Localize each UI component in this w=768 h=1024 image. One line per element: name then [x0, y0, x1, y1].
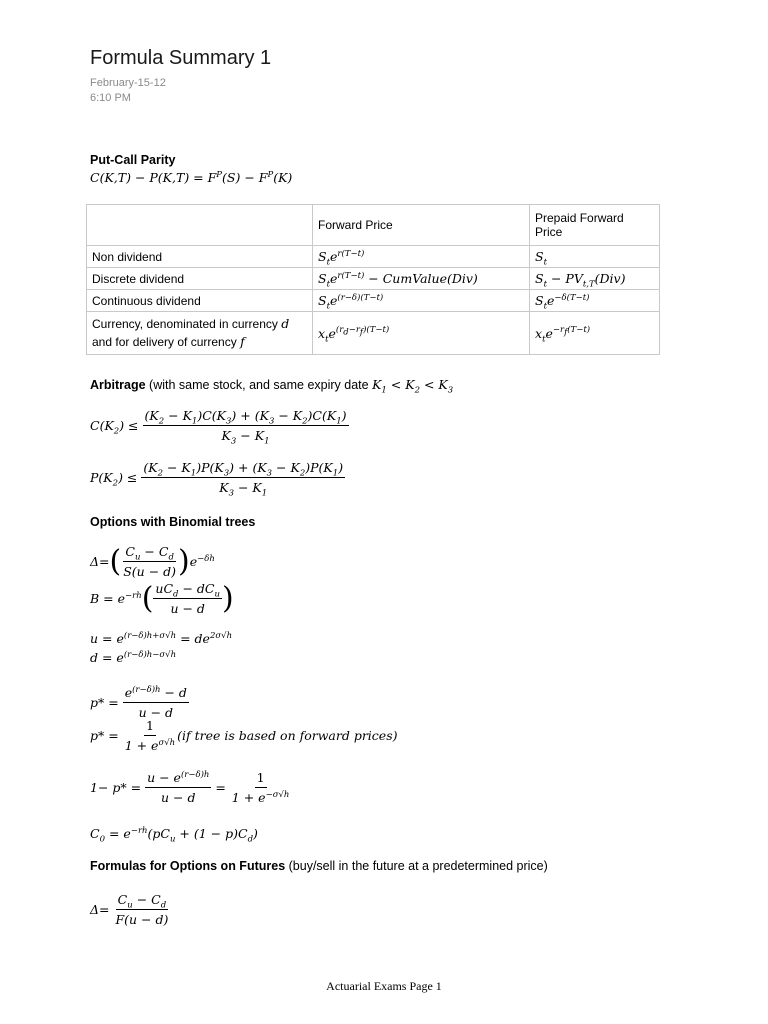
futures-heading: Formulas for Options on Futures (buy/sell in the future at a predetermined price)	[90, 859, 548, 873]
prepaid-currency: $x_te^{-r_f(T-t)}$	[530, 312, 660, 355]
row-currency: Currency, denominated in currency d and for delivery of currency f	[87, 312, 313, 355]
forward-tree-prob-formula: p* = $\frac{1}{1 + e^{\sigma√h}}$ (if tree is based on forward prices)	[90, 718, 398, 753]
bond-formula: $B = e^{-rh}$ ( $\frac{uC_d - dC_u}{u - d}$ )	[90, 581, 234, 616]
prepaid-discrete-dividend: $S_t - PV_{t,T}(Div)$	[530, 268, 660, 290]
prepaid-continuous-dividend: $S_te^{-\delta(T-t)}$	[530, 290, 660, 312]
option-price-formula: $C_0 = e^{-rh}(pC_u + (1 - p)C_d)$	[90, 825, 258, 845]
forward-discrete-dividend: $S_te^{r(T-t)}$ − CumValue(Div)	[313, 268, 530, 290]
forward-non-dividend: $S_te^{r(T-t)}$	[313, 246, 530, 268]
forward-continuous-dividend: $S_te^{(r-\delta)(T-t)}$	[313, 290, 530, 312]
col-forward-price: Forward Price	[313, 205, 530, 246]
time-stamp: 6:10 PM	[90, 92, 131, 104]
col-prepaid-forward-price: Prepaid Forward Price	[530, 205, 660, 246]
forward-price-table	[86, 204, 660, 355]
put-call-formula: $C(K,T) - P(K,T) = F^P(S) - F^P(K)$	[90, 169, 293, 185]
page-footer: Actuarial Exams Page 1	[326, 979, 442, 993]
complement-prob-formula: 1− p* = $\frac{u - e^{(r-\delta)h}}{u - d}$ = $\frac{1}{1 + e^{-\sigma√h}}$	[90, 769, 290, 805]
binomial-heading: Options with Binomial trees	[90, 515, 256, 529]
put-convexity-formula: $P(K_2)$ ≤ $\frac{(K_2 - K_1)P(K_3) + (K_3 - K_2)P(K_1)}{K_3 - K_1}$	[90, 460, 344, 499]
forward-currency: $x_te^{(r_d-r_f)(T-t)}$	[313, 312, 530, 355]
up-factor-formula: $u = e^{(r-\delta)h+\sigma√h} = de^{2\sigma√h}$	[90, 630, 233, 646]
put-call-heading: Put-Call Parity	[90, 153, 176, 167]
call-convexity-formula: $C(K_2)$ ≤ $\frac{(K_2 - K_1)C(K_3) + (K_3 - K_2)C(K_1)}{K_3 - K_1}$	[90, 408, 347, 447]
arbitrage-heading: Arbitrage (with same stock, and same expiry date $K_1 < K_2 < K_3$	[90, 377, 454, 396]
date-stamp: February-15-12	[90, 77, 166, 89]
prepaid-non-dividend: $S_t$	[530, 246, 660, 268]
page-title: Formula Summary 1	[90, 47, 272, 69]
delta-formula: Δ= ( $\frac{C_u - C_d}{S(u - d)}$ ) $e^{-\delta h}$	[90, 544, 215, 579]
row-non-dividend: Non dividend	[87, 246, 313, 268]
row-discrete-dividend: Discrete dividend	[87, 268, 313, 290]
risk-neutral-prob-formula: p* = $\frac{e^{(r-\delta)h} - d}{u - d}$	[90, 684, 187, 720]
row-continuous-dividend: Continuous dividend	[87, 290, 313, 312]
table-corner	[87, 205, 313, 246]
futures-delta-formula: Δ= $\frac{C_u - C_d}{F(u - d)}$	[90, 892, 169, 927]
down-factor-formula: $d = e^{(r-\delta)h-\sigma√h}$	[90, 649, 177, 665]
